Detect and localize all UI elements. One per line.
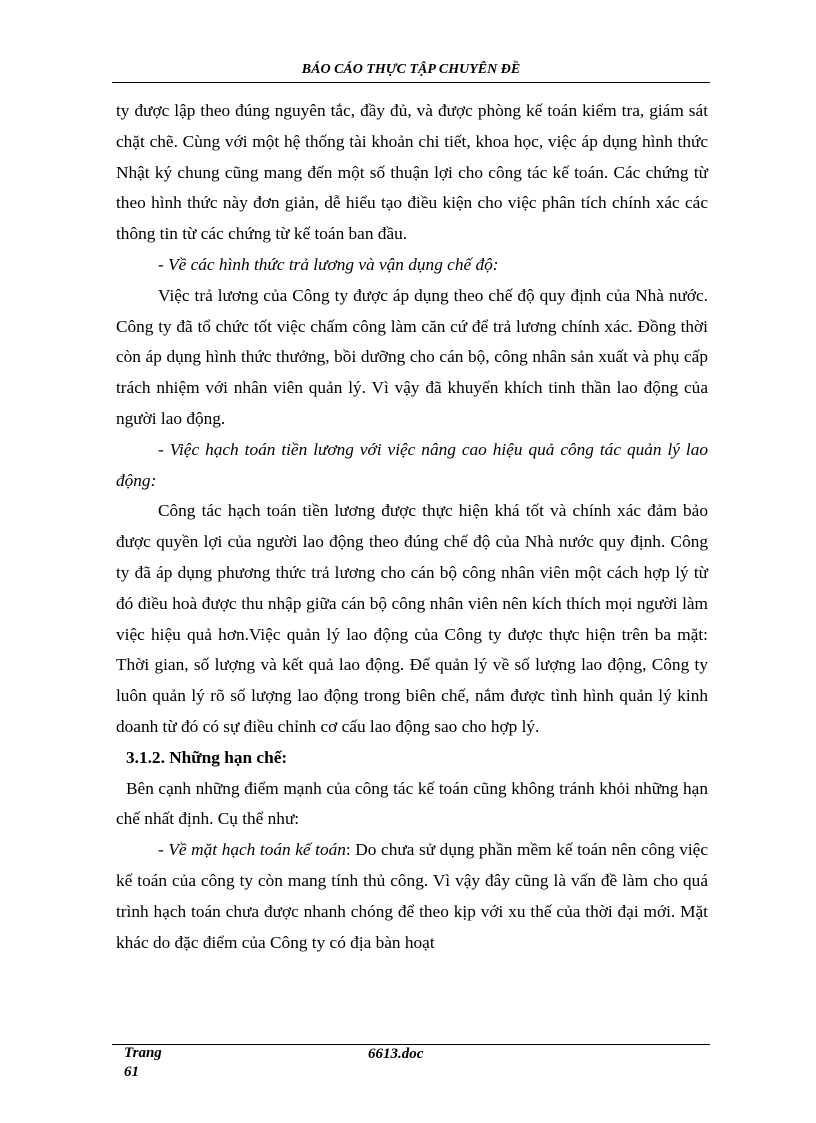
header-title: BÁO CÁO THỰC TẬP CHUYÊN ĐỀ	[301, 62, 521, 77]
paragraph-7-text: : Do chưa sử dụng phần mềm kế toán nên công việc kế toán của công ty còn mang tính thủ công. Vì vậy đây cũng là vấn đề làm cho quá trình hạch toán chưa được nhanh chóng để theo kịp với xu thế của thời đại mới. Mặt khác do đặc điểm của Công ty có địa bàn hoạt	[116, 840, 708, 952]
paragraph-7-label: - Về mặt hạch toán kế toán	[158, 840, 346, 860]
footer-filename: 6613.doc	[368, 1046, 424, 1062]
paragraph-2-subheading: - Về các hình thức trả lương và vận dụng chế độ:	[158, 254, 499, 274]
paragraph-3: Việc trả lương của Công ty được áp dụng theo chế độ quy định của Nhà nước. Công ty đã tổ chức tốt việc chấm công làm căn cứ để trả lương chính xác. Đồng thời còn áp dụng hình thức thưởng, bồi dưỡng cho cán bộ, công nhân sản xuất và phụ cấp trách nhiệm với nhân viên quản lý. Vì vậy đã khuyến khích tinh thần lao động của người lao động.	[116, 285, 708, 428]
document-body	[116, 96, 708, 958]
page-header	[112, 62, 710, 83]
section-heading: 3.1.2. Những hạn chế:	[126, 747, 288, 767]
footer-divider	[112, 1044, 710, 1045]
footer-page-value: 61	[124, 1064, 139, 1080]
footer-page-number	[124, 1044, 162, 1082]
paragraph-5: Công tác hạch toán tiền lương được thực hiện khá tốt và chính xác đảm bảo được quyền lợi của người lao động theo đúng chế độ của Nhà nước quy định. Công ty đã áp dụng phương thức trả lương cho cán bộ công nhân viên một cách hợp lý từ đó điều hoà được thu nhập giữa cán bộ công nhân viên nên kích thích mọi người làm việc hiệu quả hơn.Việc quản lý lao động của Công ty được thực hiện trên ba mặt: Thời gian, số lượng và kết quả lao động. Để quản lý về số lượng lao động, Công ty luôn quản lý rõ số lượng lao động trong biên chế, nắm được tình hình quản lý kinh doanh từ đó có sự điều chỉnh cơ cấu lao động sao cho hợp lý.	[116, 501, 708, 736]
paragraph-7	[116, 835, 708, 958]
paragraph-4-subheading: - Việc hạch toán tiền lương với việc nâng cao hiệu quả công tác quản lý lao động:	[116, 439, 708, 490]
paragraph-1: ty được lập theo đúng nguyên tắc, đầy đủ, và được phòng kế toán kiểm tra, giám sát chặt chẽ. Cùng với một hệ thống tài khoản chi tiết, khoa học, việc áp dụng hình thức Nhật ký chung cũng mang đến một số thuận lợi cho công tác kế toán. Các chứng từ theo hình thức này đơn giản, dễ hiểu tạo điều kiện cho việc phân tích chính xác các thông tin từ các chứng từ kế toán ban đầu.	[116, 101, 708, 244]
footer-page-label: Trang	[124, 1045, 162, 1061]
paragraph-6: Bên cạnh những điểm mạnh của công tác kế toán cũng không tránh khỏi những hạn chế nhất định. Cụ thể như:	[116, 778, 708, 829]
